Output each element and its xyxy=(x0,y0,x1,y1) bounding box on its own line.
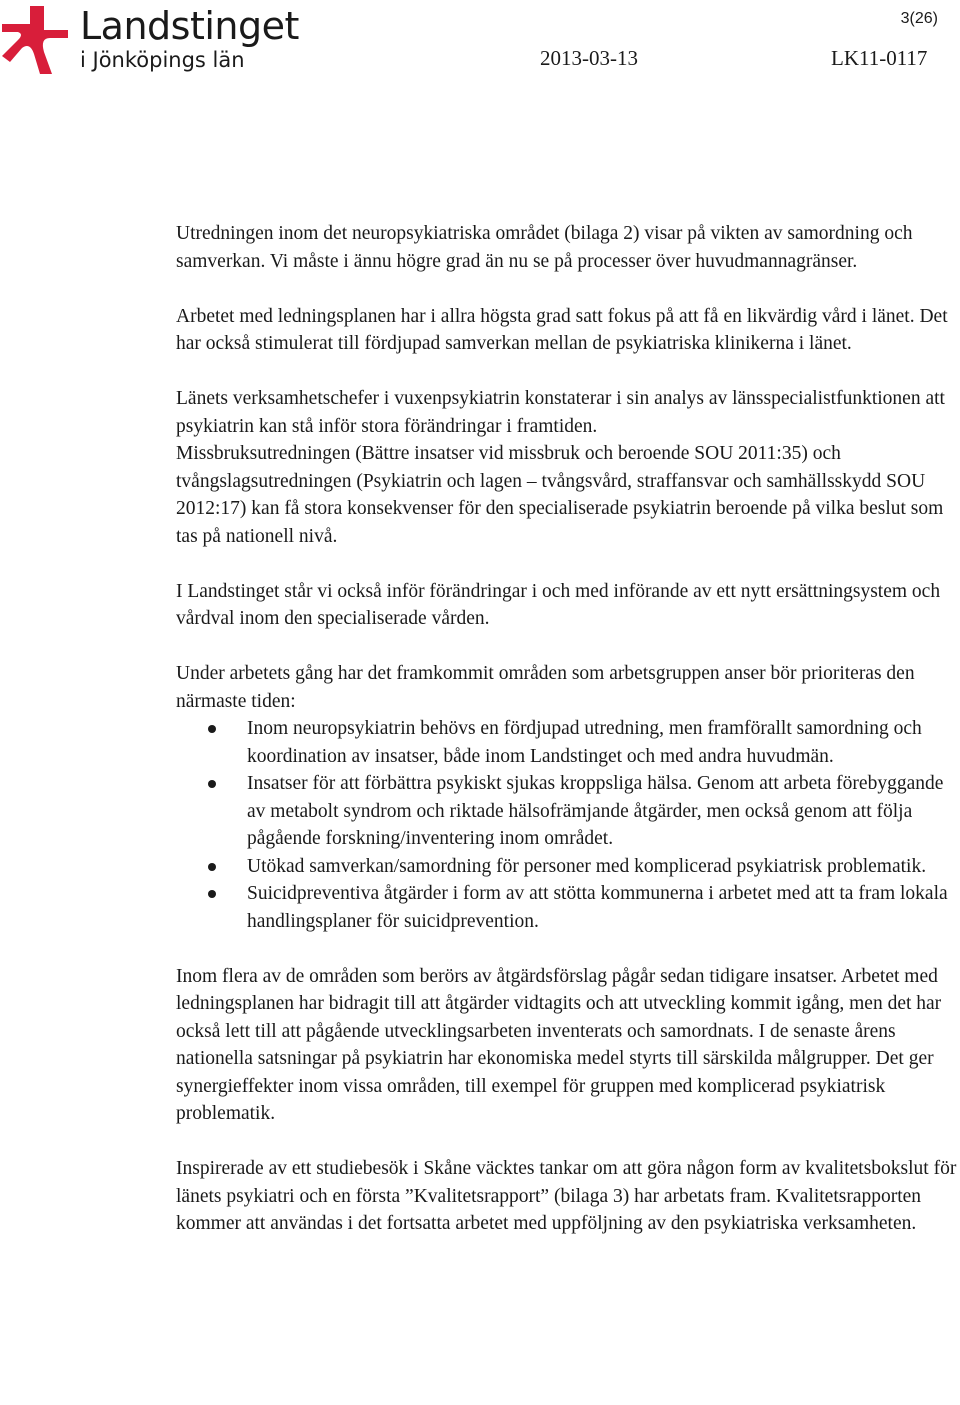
document-reference: LK11-0117 xyxy=(831,46,928,70)
org-name: Landstinget xyxy=(80,4,299,48)
list-item-text: Utökad samverkan/samordning för personer med komplicerad psykiatrisk problematik. xyxy=(247,855,927,877)
list-item xyxy=(176,715,960,770)
paragraph-quality-report: Inspirerade av ett studiebesök i Skåne väcktes tankar om att göra någon form av kvalitetsbokslut för länets psykiatri och en första ”Kvalitetsrapport” (bilaga 3) har arbetats fram. Kvalitetsrapporten kommer att användas i det fortsatta arbetet med uppföljning av den psykiatriska verksamheten. xyxy=(176,1158,957,1234)
paragraph-priorities-intro: Under arbetets gång har det framkommit områden som arbetsgruppen anser bör prioriteras den närmaste tiden: xyxy=(176,663,915,712)
cross-logo-icon xyxy=(0,2,74,76)
org-subtitle: i Jönköpings län xyxy=(80,48,245,72)
bullet-icon xyxy=(208,725,216,733)
list-item xyxy=(176,853,960,881)
paragraph-ongoing-efforts: Inom flera av de områden som berörs av åtgärdsförslag pågår sedan tidigare insatser. Arbetet med ledningsplanen har bidragit till att åtgärder vidtagits och att utveckling kommit igång, men det har också lett till att pågående utvecklingsarbeten inventerats och samordnats. I de senaste årens nationella satsningar på psykiatrin har ekonomiska medel styrts till särskilda målgrupper. Det ger synergieffekter inom vissa områden, till exempel för gruppen med komplicerad psykiatrisk problematik. xyxy=(176,965,942,1124)
page-header xyxy=(0,0,960,90)
bullet-icon xyxy=(208,780,216,788)
priorities-list xyxy=(176,715,960,935)
bullet-icon xyxy=(208,890,216,898)
paragraph-investigations: Missbruksutredningen (Bättre insatser vid missbruk och beroende SOU 2011:35) och tvångslagsutredningen (Psykiatrin och lagen – tvångsvård, straffansvar och samhällsskydd SOU 2012:17) kan få stora konsekvenser för den specialiserade psykiatrin beroende på vilka beslut som tas på nationell nivå. xyxy=(176,443,944,547)
list-item-text: Insatser för att förbättra psykiskt sjukas kroppsliga hälsa. Genom att arbeta förebyggande av metabolt syndrom och riktade hälsofrämjande åtgärder, men också genom att följa pågående forskning/inventering inom området. xyxy=(247,773,944,849)
paragraph-specialist-analysis: Länets verksamhetschefer i vuxenpsykiatrin konstaterar i sin analys av länsspecialistfunktionen att psykiatrin kan stå inför stora förändringar i framtiden. xyxy=(176,388,945,437)
page-number: 3(26) xyxy=(900,10,938,27)
document-date: 2013-03-13 xyxy=(540,46,638,70)
list-item-text: Inom neuropsykiatrin behövs en fördjupad utredning, men framförallt samordning och koordination av insatser, både inom Landstinget och med andra huvudmän. xyxy=(247,718,922,767)
landstinget-logo xyxy=(0,0,320,80)
list-item-text: Suicidpreventiva åtgärder i form av att stötta kommunerna i arbetet med att ta fram lokala handlingsplaner för suicidprevention. xyxy=(247,883,948,932)
bullet-icon xyxy=(208,863,216,871)
paragraph-leadership-plan: Arbetet med ledningsplanen har i allra högsta grad satt fokus på att få en likvärdig vård i länet. Det har också stimulerat till fördjupad samverkan mellan de psykiatriska klinikerna i länet. xyxy=(176,305,948,354)
paragraph-coordination: Utredningen inom det neuropsykiatriska området (bilaga 2) visar på vikten av samordning och samverkan. Vi måste i ännu högre grad än nu se på processer över huvudmannagränser. xyxy=(176,223,913,272)
list-item xyxy=(176,770,960,853)
document-body xyxy=(176,220,960,1265)
paragraph-reimbursement: I Landstinget står vi också inför förändringar i och med införande av ett nytt ersättningsystem och vårdval inom den specialiserade vården. xyxy=(176,580,941,629)
list-item xyxy=(176,880,960,935)
